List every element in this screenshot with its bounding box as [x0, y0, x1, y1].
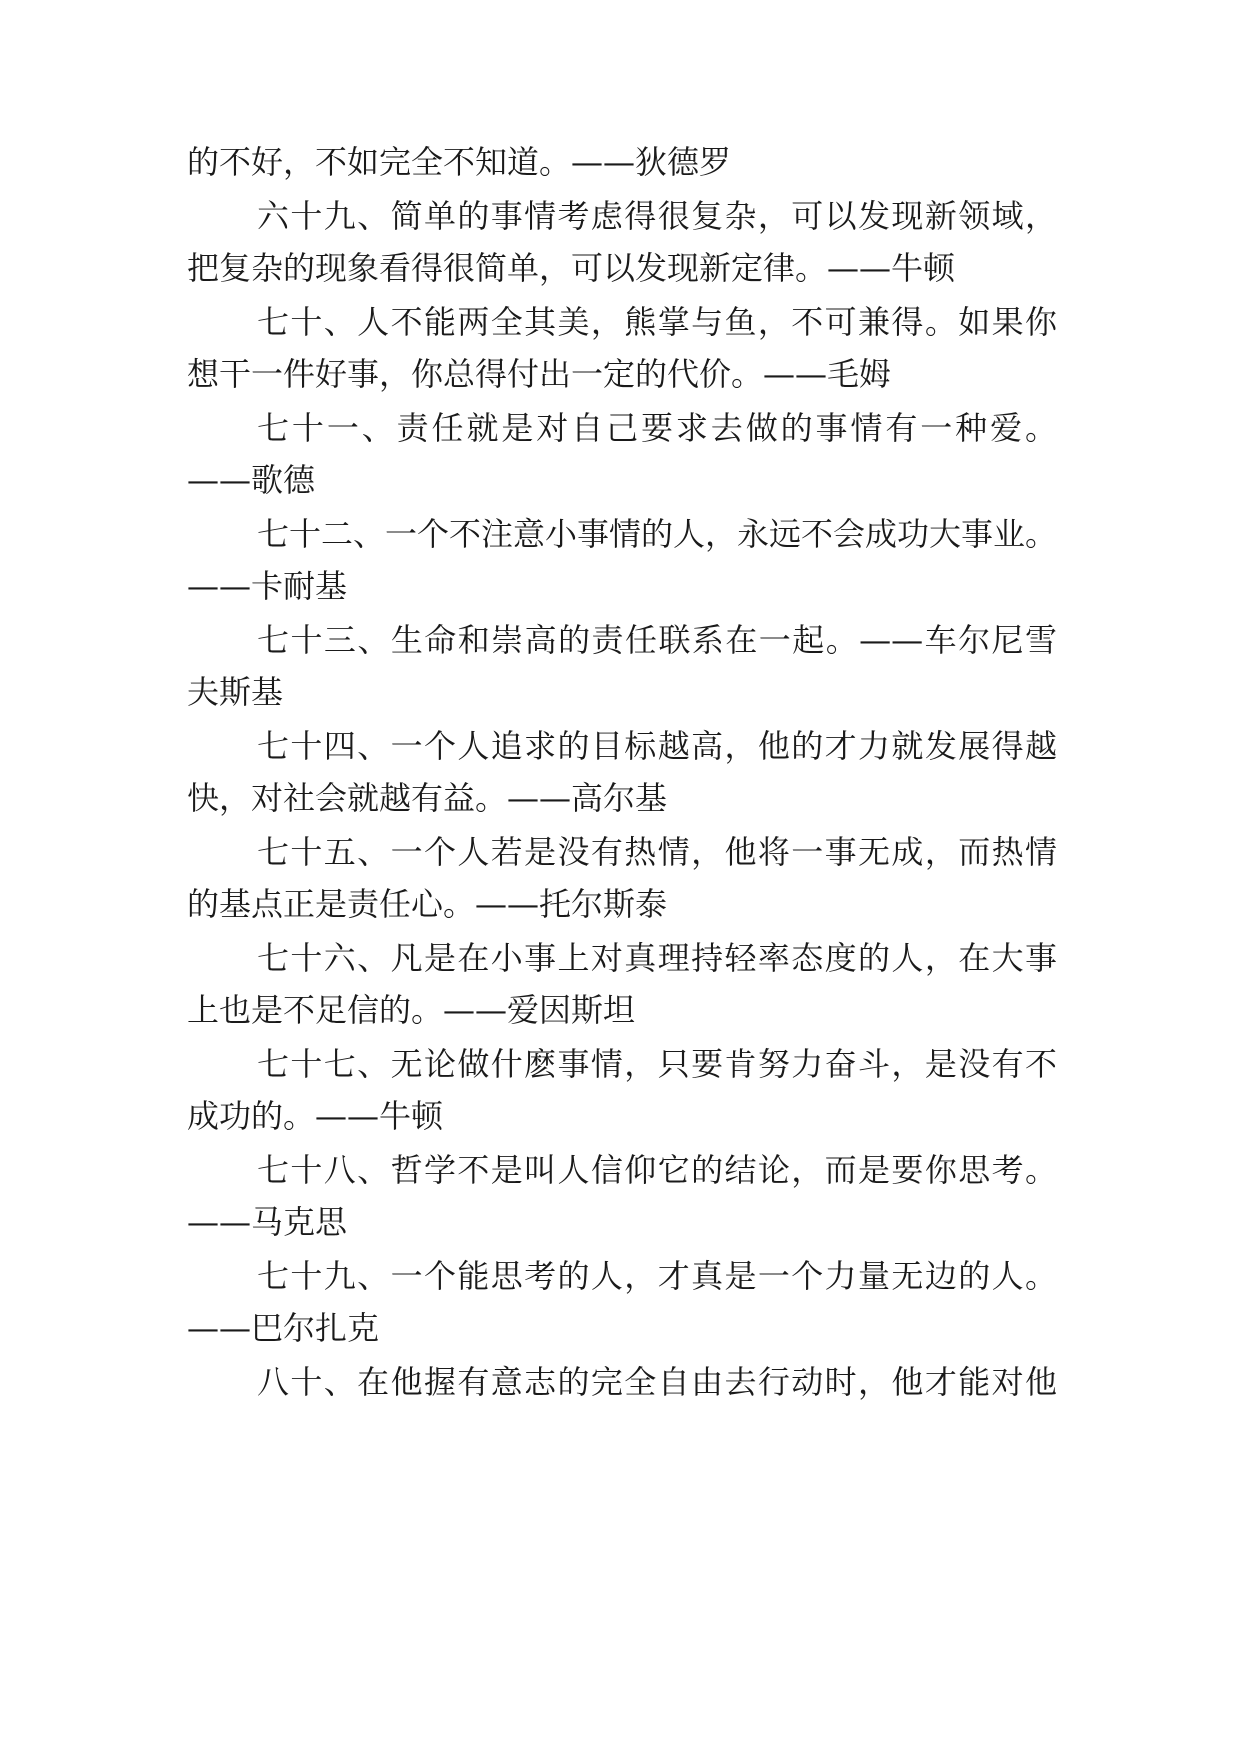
text-line: 七十七、无论做什麽事情，只要肯努力奋斗，是没有不: [257, 1045, 1057, 1083]
text-line: 快，对社会就越有益。——高尔基: [187, 779, 668, 817]
text-line: 六十九、简单的事情考虑得很复杂，可以发现新领域，: [257, 197, 1057, 235]
text-line: 七十九、一个能思考的人，才真是一个力量无边的人。: [257, 1257, 1057, 1295]
text-line: 夫斯基: [187, 673, 284, 711]
text-line: 七十六、凡是在小事上对真理持轻率态度的人，在大事: [257, 939, 1057, 977]
text-line: 的基点正是责任心。——托尔斯泰: [187, 885, 668, 923]
text-line: 的不好，不如完全不知道。——狄德罗: [187, 143, 732, 181]
text-line: 七十、人不能两全其美，熊掌与鱼，不可兼得。如果你: [257, 303, 1057, 341]
text-line: 七十四、一个人追求的目标越高，他的才力就发展得越: [257, 727, 1057, 765]
text-line: ——马克思: [187, 1203, 348, 1241]
text-line: 八十、在他握有意志的完全自由去行动时，他才能对他: [257, 1363, 1057, 1401]
text-line: 七十三、生命和崇高的责任联系在一起。——车尔尼雪: [257, 621, 1057, 659]
text-line: ——巴尔扎克: [187, 1309, 380, 1347]
text-line: ——卡耐基: [187, 567, 348, 605]
text-line: 七十二、一个不注意小事情的人，永远不会成功大事业。: [257, 515, 1058, 553]
text-line: ——歌德: [187, 461, 316, 499]
text-line: 上也是不足信的。——爱因斯坦: [187, 991, 636, 1029]
text-line: 把复杂的现象看得很简单，可以发现新定律。——牛顿: [187, 249, 956, 287]
text-line: 七十一、责任就是对自己要求去做的事情有一种爱。: [257, 409, 1057, 447]
text-line: 七十五、一个人若是没有热情，他将一事无成，而热情: [257, 833, 1057, 871]
text-line: 七十八、哲学不是叫人信仰它的结论，而是要你思考。: [257, 1151, 1057, 1189]
text-line: 成功的。——牛顿: [187, 1097, 444, 1135]
text-line: 想干一件好事，你总得付出一定的代价。——毛姆: [187, 355, 892, 393]
